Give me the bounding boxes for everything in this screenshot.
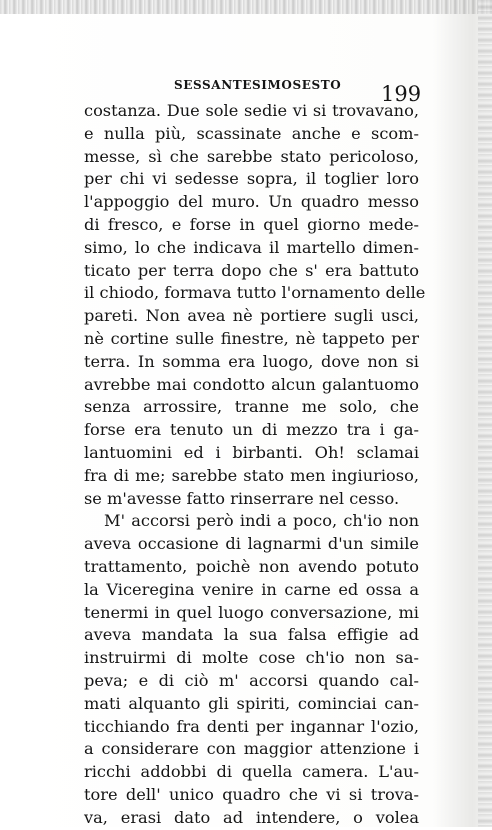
text-line: terra. In somma era luogo, dove non si [84,351,419,371]
text-line: simo, lo che indicava il martello dimen- [84,237,419,257]
running-head: SESSANTESIMOSESTO [174,78,342,92]
text-line: trattamento, poichè non avendo potuto [84,556,419,576]
text-line: nè cortine sulle finestre, nè tappeto per [84,328,419,348]
text-line: ticato per terra dopo che s' era battuto [84,260,419,280]
paragraph-end-line: se m'avesse fatto rinserrare nel cesso. [84,488,400,508]
page-number: 199 [381,82,422,106]
text-line: instruirmi di molte cose ch'io non sa- [84,648,419,668]
text-line: fra di me; sarebbe stato men ingiurioso, [84,465,419,485]
text-line: l'appoggio del muro. Un quadro messo [84,192,419,212]
page-right-edge [478,0,492,827]
text-line: messe, sì che sarebbe stato pericoloso, [84,146,419,166]
text-line: va, erasi dato ad intendere, o volea [84,807,419,827]
page-top-edge [0,0,492,14]
text-line: peva; e di ciò m' accorsi quando cal- [84,670,419,690]
text-line: per chi vi sedesse sopra, il toglier loro [84,169,419,189]
text-line: il chiodo, formava tutto l'ornamento delle [84,283,426,303]
text-line: mati alquanto gli spiriti, cominciai can- [84,693,419,713]
text-line: pareti. Non avea nè portiere sugli usci, [84,306,419,326]
text-line: la Viceregina venire in carne ed ossa a [84,579,419,599]
text-line: aveva mandata la sua falsa effigie ad [84,625,419,645]
text-line: ticchiando fra denti per ingannar l'ozio, [84,716,419,736]
text-line: aveva occasione di lagnarmi d'un simile [84,534,419,554]
text-line: tore dell' unico quadro che vi si trova- [84,784,419,804]
text-line: lantuomini ed i birbanti. Oh! sclamai [84,442,419,462]
text-line: forse era tenuto un di mezzo tra i ga- [84,420,419,440]
text-line: ricchi addobbi di quella camera. L'au- [84,762,419,782]
text-line: di fresco, e forse in quel giorno mede- [84,214,419,234]
text-line: e nulla più, scassinate anche e scom- [84,123,419,143]
text-line: avrebbe mai condotto alcun galantuomo [84,374,419,394]
text-line: costanza. Due sole sedie vi si trovavano, [84,101,419,120]
paragraph-start-line: M' accorsi però indi a poco, ch'io non [104,511,419,531]
text-line: senza arrossire, tranne me solo, che [84,397,419,417]
text-line: a considerare con maggior attenzione i [84,739,419,759]
body-text [84,100,426,830]
text-line: tenermi in quel luogo conversazione, mi [84,602,419,622]
